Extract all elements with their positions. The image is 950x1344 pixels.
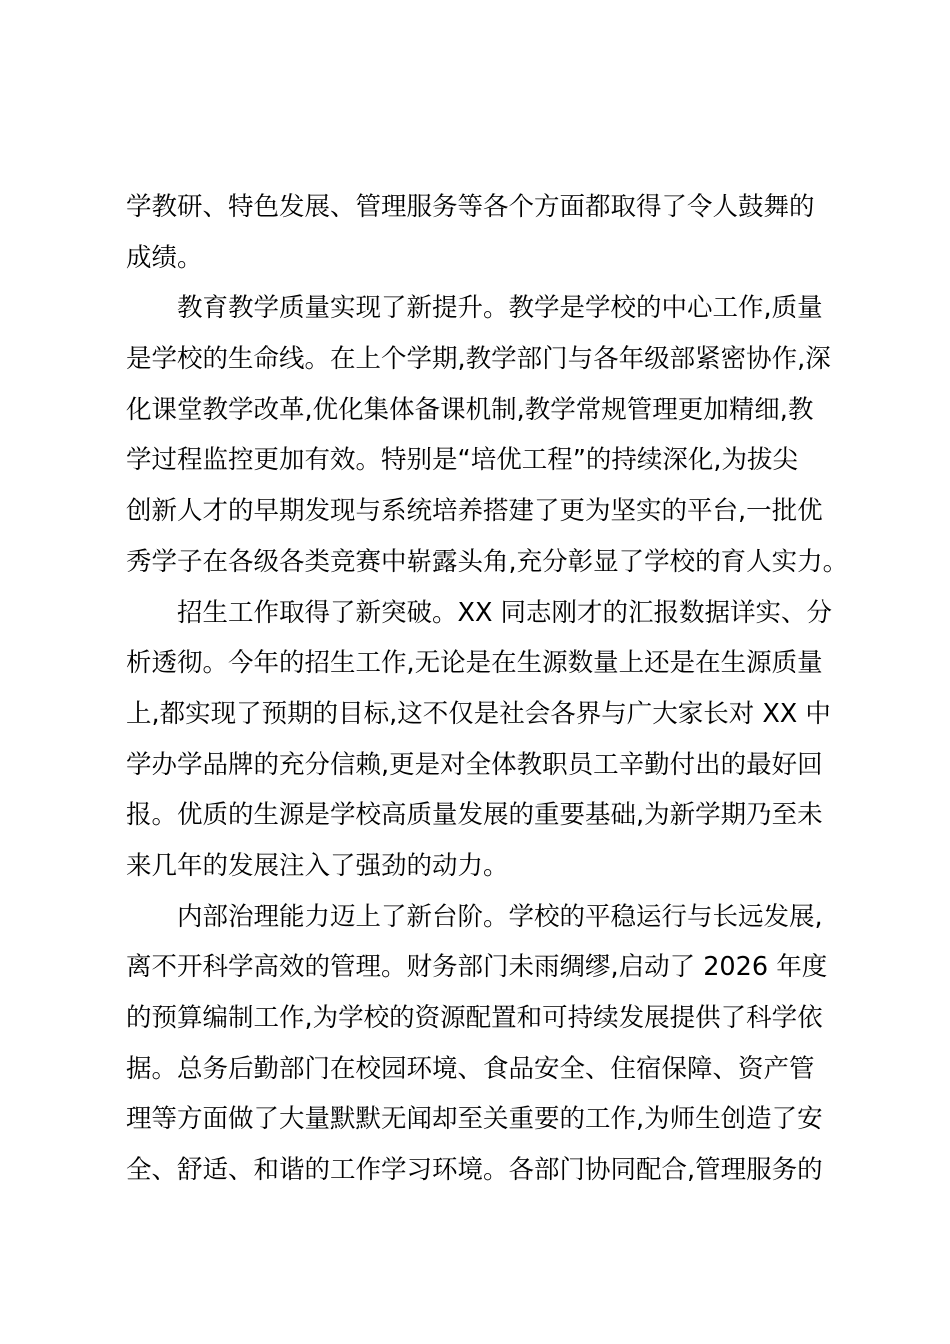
text-line: 全、舒适、和谐的工作学习环境。各部门协同配合,管理服务的 (126, 1155, 823, 1186)
paragraph-start-line: 内部治理能力迈上了新台阶。学校的平稳运行与长远发展, (177, 901, 823, 932)
text-line: 秀学子在各级各类竞赛中崭露头角,充分彰显了学校的育人实力。 (126, 546, 849, 577)
text-line: 是学校的生命线。在上个学期,教学部门与各年级部紧密协作,深 (126, 344, 831, 375)
text-line: 学过程监控更加有效。特别是“培优工程”的持续深化,为拔尖 (126, 445, 799, 476)
text-line: 报。优质的生源是学校高质量发展的重要基础,为新学期乃至未 (126, 800, 823, 831)
text-line: 学教研、特色发展、管理服务等各个方面都取得了令人鼓舞的 (126, 192, 815, 222)
text-line: 创新人才的早期发现与系统培养搭建了更为坚实的平台,一批优 (126, 496, 823, 527)
text-line: 学办学品牌的充分信赖,更是对全体教职员工辛勤付出的最好回 (126, 749, 823, 780)
text-line: 的预算编制工作,为学校的资源配置和可持续发展提供了科学依 (126, 1003, 823, 1033)
paragraph-start-line: 招生工作取得了新突破。XX 同志刚才的汇报数据详实、分 (177, 597, 833, 628)
text-line: 理等方面做了大量默默无闻却至关重要的工作,为师生创造了安 (126, 1104, 823, 1135)
text-line: 上,都实现了预期的目标,这不仅是社会各界与广大家长对 XX 中 (126, 698, 831, 729)
paragraph-start-line: 教育教学质量实现了新提升。教学是学校的中心工作,质量 (177, 293, 823, 324)
body-text (126, 182, 849, 1196)
text-line: 来几年的发展注入了强劲的动力。 (126, 850, 509, 881)
text-line: 据。总务后勤部门在校园环境、食品安全、住宿保障、资产管 (126, 1053, 815, 1084)
text-line: 化课堂教学改革,优化集体备课机制,教学常规管理更加精细,教 (126, 394, 814, 425)
text-line: 析透彻。今年的招生工作,无论是在生源数量上还是在生源质量 (126, 648, 823, 679)
text-line: 成绩。 (126, 242, 203, 273)
text-line: 离不开科学高效的管理。财务部门未雨绸缪,启动了 2026 年度 (126, 952, 828, 983)
